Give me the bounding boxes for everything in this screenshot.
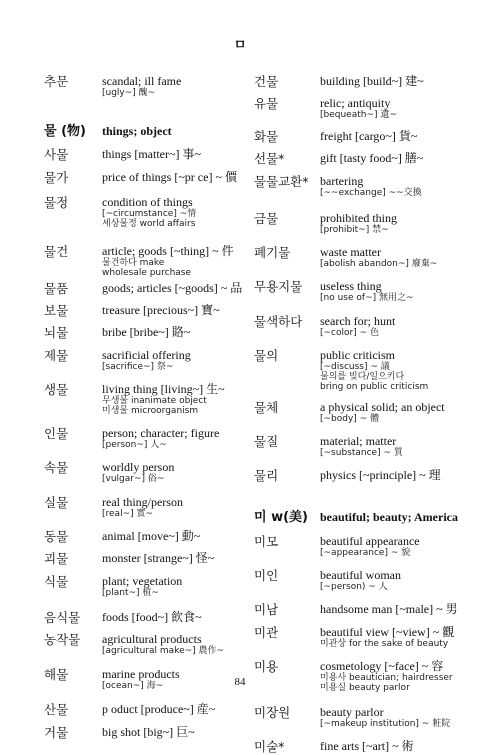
english-gloss: monster [strange~] 怪~ [102, 551, 215, 565]
korean-term: 무용지물 [254, 279, 303, 294]
dictionary-entry [254, 174, 462, 198]
dictionary-entry [36, 147, 248, 163]
dictionary-entry [36, 632, 248, 656]
sub-note: bring on public criticism [320, 382, 429, 392]
english-gloss: things [matter~] 事~ [102, 147, 201, 161]
english-gloss: scandal; ill fame [102, 74, 182, 88]
korean-term: 산물 [44, 702, 69, 717]
english-gloss: material; matter [320, 434, 397, 448]
korean-term: 물색하다 [254, 314, 303, 329]
english-gloss: article; goods [~thing] ~ 件 [102, 244, 234, 258]
sub-note: [~appearance] ~ 貌 [320, 548, 411, 558]
sub-note: 미용사 beautician; hairdresser [320, 673, 453, 683]
sub-note: [~circumstance] ~情 [102, 209, 197, 219]
dictionary-entry [254, 348, 462, 392]
korean-term: 물의 [254, 348, 279, 363]
sub-note: 물의를 빚다/일으키다 [320, 372, 405, 382]
korean-term: 유물 [254, 96, 279, 111]
definition [320, 468, 462, 484]
definition [320, 96, 462, 120]
definition [320, 151, 462, 167]
sub-note: [ugly~] 醜~ [102, 88, 156, 98]
sub-note: [person~] 人~ [102, 440, 167, 450]
sub-note: [~~exchange] ~~交換 [320, 188, 422, 198]
dictionary-entry [254, 625, 462, 649]
english-gloss: waste matter [320, 245, 381, 259]
definition [102, 426, 248, 450]
dictionary-entry [36, 702, 248, 718]
sub-note: 세상물정 world affairs [102, 219, 196, 229]
english-gloss: a physical solid; an object [320, 400, 445, 414]
definition [102, 244, 248, 278]
sub-note: 물건하다 make [102, 258, 165, 268]
definition [102, 574, 248, 598]
english-gloss: foods [food~] 飮食~ [102, 610, 202, 624]
definition [320, 211, 462, 235]
english-gloss: search for; hunt [320, 314, 396, 328]
dictionary-entry [254, 739, 462, 755]
dictionary-entry [254, 151, 462, 167]
english-gloss: person; character; figure [102, 426, 220, 440]
page-letter: ㅁ [233, 37, 247, 52]
sub-note: [plant~] 植~ [102, 588, 159, 598]
definition [102, 281, 248, 297]
definition [320, 705, 462, 729]
definition [102, 725, 248, 741]
sub-note: 무생물 inanimate object [102, 396, 207, 406]
english-gloss: beautiful appearance [320, 534, 420, 548]
dictionary-entry [254, 534, 462, 558]
dictionary-entry [36, 325, 248, 341]
english-gloss: physics [~principle] ~ 理 [320, 468, 441, 482]
korean-term: 동물 [44, 529, 69, 544]
dictionary-entry [254, 129, 462, 145]
dictionary-entry [254, 211, 462, 235]
dictionary-entry [36, 610, 248, 626]
dictionary-entry [254, 245, 462, 269]
dictionary-entry [254, 705, 462, 729]
definition [320, 129, 462, 145]
korean-term: 물물교환* [254, 174, 309, 189]
definition [320, 279, 462, 303]
definition [102, 195, 248, 229]
definition [102, 551, 248, 567]
korean-term: 물리 [254, 468, 279, 483]
korean-term: 폐기물 [254, 245, 291, 260]
definition [320, 534, 462, 558]
headword-entry [36, 124, 248, 140]
korean-term: 뇌물 [44, 325, 69, 340]
korean-term: 보물 [44, 303, 69, 318]
korean-term: 농작물 [44, 632, 81, 647]
korean-term: 실물 [44, 495, 69, 510]
dictionary-entry [254, 602, 462, 618]
english-gloss: treasure [precious~] 寶~ [102, 303, 220, 317]
definition [320, 568, 462, 592]
english-gloss: beautiful view [~view] ~ 觀 [320, 625, 455, 639]
korean-term: 미술* [254, 739, 285, 754]
english-gloss: price of things [~pr ce] ~ 價 [102, 170, 237, 184]
english-gloss: real thing/person [102, 495, 183, 509]
dictionary-entry [36, 725, 248, 741]
definition [102, 170, 248, 186]
sub-note: [vulgar~] 俗~ [102, 474, 165, 484]
sub-note: [ocean~] 海~ [102, 681, 164, 691]
english-gloss: plant; vegetation [102, 574, 183, 588]
dictionary-entry [254, 279, 462, 303]
korean-term: 물 (物) [44, 124, 86, 139]
dictionary-entry [36, 382, 248, 416]
dictionary-entry [36, 495, 248, 519]
dictionary-entry [36, 170, 248, 186]
definition [102, 702, 248, 718]
english-gloss: marine products [102, 667, 180, 681]
english-gloss: beauty parlor [320, 705, 384, 719]
definition [102, 303, 248, 319]
english-gloss: goods; articles [~goods] ~ 品 [102, 281, 243, 295]
page-number: 84 [234, 676, 246, 688]
korean-term: 미관 [254, 625, 279, 640]
definition [102, 382, 248, 416]
korean-term: 거물 [44, 725, 69, 740]
dictionary-entry [36, 426, 248, 450]
korean-term: 물건 [44, 244, 69, 259]
dictionary-entry [36, 460, 248, 484]
english-gloss: relic; antiquity [320, 96, 391, 110]
definition [320, 625, 462, 649]
sub-note: wholesale purchase [102, 268, 192, 278]
korean-term: 사물 [44, 147, 69, 162]
english-gloss: gift [tasty food~] 膳~ [320, 151, 424, 165]
english-gloss: agricultural products [102, 632, 202, 646]
korean-term: 금물 [254, 211, 279, 226]
dictionary-entry [36, 529, 248, 545]
korean-term: 미남 [254, 602, 279, 617]
korean-term: 물가 [44, 170, 69, 185]
english-gloss: useless thing [320, 279, 382, 293]
definition [102, 348, 248, 372]
sub-note: [abolish abandon~] 廢棄~ [320, 259, 438, 269]
definition [102, 610, 248, 626]
korean-term: 물질 [254, 434, 279, 449]
english-gloss: beautiful woman [320, 568, 401, 582]
korean-term: 건물 [254, 74, 279, 89]
english-gloss: p oduct [produce~] 産~ [102, 702, 216, 716]
definition [320, 739, 462, 755]
korean-term: 추문 [44, 74, 69, 89]
english-gloss: prohibited thing [320, 211, 397, 225]
sub-note: [agricultural make~] 農作~ [102, 646, 225, 656]
dictionary-entry [36, 195, 248, 229]
korean-term: 제물 [44, 348, 69, 363]
dictionary-entry [254, 314, 462, 338]
english-gloss: fine arts [~art] ~ 術 [320, 739, 414, 753]
korean-term: 속물 [44, 460, 69, 475]
dictionary-entry [254, 74, 462, 90]
korean-term: 선물* [254, 151, 285, 166]
korean-term: 식물 [44, 574, 69, 589]
english-gloss: things; object [102, 124, 172, 138]
headword-entry [254, 510, 462, 526]
sub-note: [real~] 實~ [102, 509, 154, 519]
sub-note: [~color] ~ 色 [320, 328, 379, 338]
dictionary-entry [254, 568, 462, 592]
english-gloss: condition of things [102, 195, 193, 209]
dictionary-entry [36, 244, 248, 278]
definition [102, 529, 248, 545]
dictionary-entry [254, 96, 462, 120]
english-gloss: beautiful; beauty; America [320, 510, 458, 524]
definition [102, 74, 248, 98]
english-gloss: bartering [320, 174, 364, 188]
korean-term: 물체 [254, 400, 279, 415]
korean-term: 미 w(美) [254, 510, 308, 525]
dictionary-entry [36, 303, 248, 319]
korean-term: 미용 [254, 659, 279, 674]
sub-note: [sacrifice~] 祭~ [102, 362, 174, 372]
definition [102, 495, 248, 519]
dictionary-entry [36, 74, 248, 98]
dictionary-entry [36, 348, 248, 372]
sub-note: [~substance] ~ 質 [320, 448, 403, 458]
definition [320, 348, 462, 392]
english-gloss: worldly person [102, 460, 175, 474]
english-gloss: bribe [bribe~] 賂~ [102, 325, 191, 339]
definition [320, 434, 462, 458]
definition [102, 460, 248, 484]
definition [320, 174, 462, 198]
sub-note: [~body] ~ 體 [320, 414, 380, 424]
korean-term: 화물 [254, 129, 279, 144]
sub-note: [~discuss] ~ 議 [320, 362, 390, 372]
sub-note: [~makeup institution] ~ 粧院 [320, 719, 451, 729]
definition [102, 632, 248, 656]
english-gloss: big shot [big~] 巨~ [102, 725, 195, 739]
definition [102, 124, 248, 140]
korean-term: 미인 [254, 568, 279, 583]
english-gloss: handsome man [~male] ~ 男 [320, 602, 458, 616]
korean-term: 미모 [254, 534, 279, 549]
english-gloss: animal [move~] 動~ [102, 529, 201, 543]
korean-term: 물정 [44, 195, 69, 210]
english-gloss: cosmetology [~face] ~ 容 [320, 659, 444, 673]
korean-term: 생물 [44, 382, 69, 397]
sub-note: 미관상 for the sake of beauty [320, 639, 449, 649]
definition [102, 147, 248, 163]
korean-term: 괴물 [44, 551, 69, 566]
sub-note: [no use of~] 無用之~ [320, 293, 414, 303]
dictionary-entry [254, 468, 462, 484]
sub-note: 미용실 beauty parlor [320, 683, 410, 693]
dictionary-entry [36, 551, 248, 567]
definition [320, 245, 462, 269]
sub-note: [prohibit~] 禁~ [320, 225, 389, 235]
korean-term: 인물 [44, 426, 69, 441]
english-gloss: building [build~] 建~ [320, 74, 424, 88]
definition [320, 602, 462, 618]
english-gloss: freight [cargo~] 貨~ [320, 129, 418, 143]
dictionary-entry [36, 281, 248, 297]
english-gloss: living thing [living~] 生~ [102, 382, 225, 396]
sub-note: [bequeath~] 遺~ [320, 110, 397, 120]
sub-note: 미생물 microorganism [102, 406, 199, 416]
english-gloss: public criticism [320, 348, 395, 362]
definition [320, 74, 462, 90]
korean-term: 미장원 [254, 705, 291, 720]
english-gloss: sacrificial offering [102, 348, 191, 362]
korean-term: 음식물 [44, 610, 81, 625]
definition [102, 325, 248, 341]
definition [320, 400, 462, 424]
korean-term: 물품 [44, 281, 69, 296]
dictionary-entry [254, 400, 462, 424]
dictionary-entry [36, 574, 248, 598]
definition [320, 510, 462, 526]
definition [320, 314, 462, 338]
sub-note: [~person) ~ 人 [320, 582, 388, 592]
dictionary-entry [254, 434, 462, 458]
korean-term: 해물 [44, 667, 69, 682]
